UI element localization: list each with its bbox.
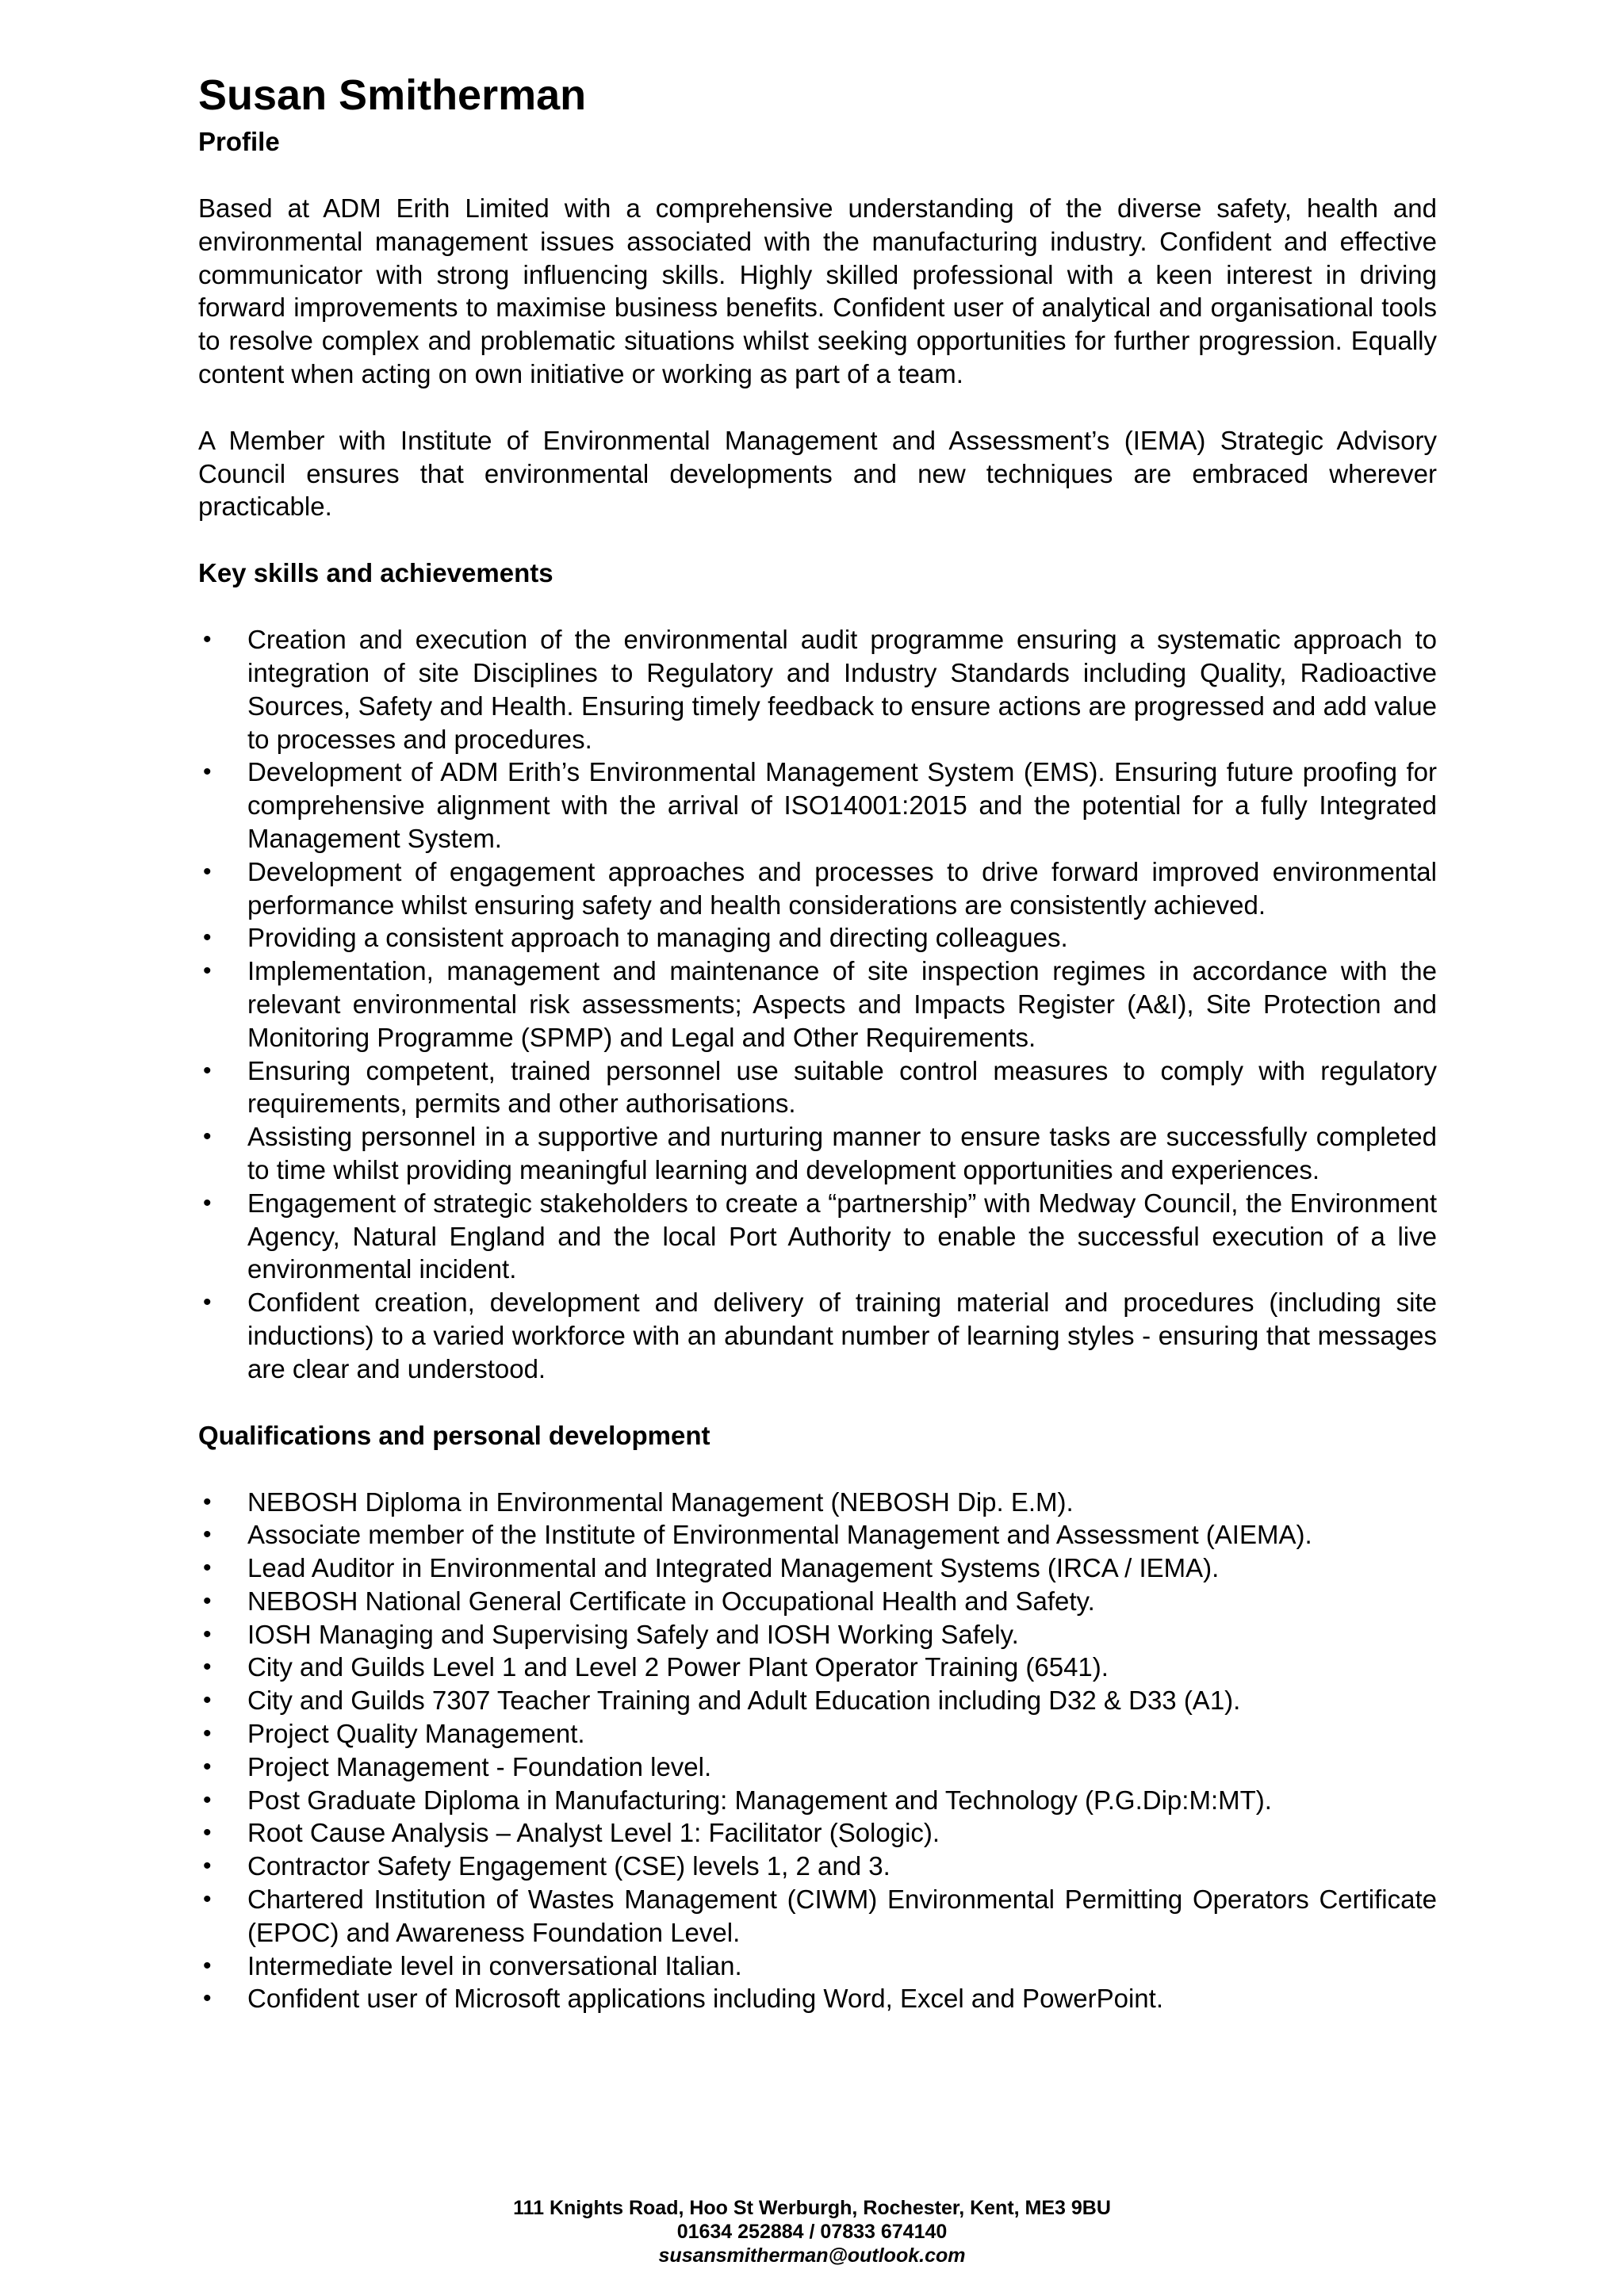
bullet-icon: •: [203, 1587, 212, 1614]
list-item-text: Lead Auditor in Environmental and Integrated Management Systems (IRCA / IEMA).: [247, 1553, 1220, 1583]
list-item-text: Intermediate level in conversational Italian.: [247, 1950, 742, 1980]
bullet-icon: •: [203, 759, 212, 786]
list-item: [198, 1816, 1437, 1850]
bullet-icon: •: [203, 1820, 212, 1846]
list-item-text: NEBOSH National General Certificate in Occupational Health and Safety.: [247, 1586, 1095, 1616]
list-item-text: Creation and execution of the environmental audit programme ensuring a systematic approach to integration of site Disciplines to Regulatory and Industry Standards including Quality, Radioactive Sources, Safety and Health. Ensuring timely feedback to ensure actions are progressed and add value to processes and procedures.: [247, 625, 1437, 754]
qualifications-list: [198, 1486, 1437, 2016]
cv-page: [198, 70, 1437, 2015]
list-item-text: Engagement of strategic stakeholders to create a “partnership” with Medway Council, the Environment Agency, Natural England and the local Port Authority to enable the successful execution of a live environmental incident.: [247, 1188, 1437, 1284]
list-item-text: NEBOSH Diploma in Environmental Management (NEBOSH Dip. E.M).: [247, 1487, 1074, 1517]
list-item-text: Post Graduate Diploma in Manufacturing: Management and Technology (P.G.Dip:M:MT).: [247, 1785, 1272, 1815]
skills-heading: Key skills and achievements: [198, 558, 553, 588]
bullet-icon: •: [203, 1555, 212, 1582]
list-item: [198, 1120, 1437, 1187]
list-item-text: City and Guilds Level 1 and Level 2 Power Plant Operator Training (6541).: [247, 1652, 1109, 1682]
list-item: [198, 1784, 1437, 1817]
list-item: [198, 1486, 1437, 1519]
list-item-text: Contractor Safety Engagement (CSE) levels 1, 2 and 3.: [247, 1851, 891, 1881]
skills-list: [198, 623, 1437, 1385]
list-item: [198, 1054, 1437, 1121]
list-item: [198, 955, 1437, 1054]
list-item-text: Confident creation, development and delivery of training material and procedures (including site inductions) to a varied workforce with an abundant number of learning styles - ensuring that messages are clear and understood.: [247, 1288, 1437, 1383]
list-item: [198, 1950, 1437, 1983]
bullet-icon: •: [203, 1488, 212, 1515]
bullet-icon: •: [203, 858, 212, 885]
bullet-icon: •: [203, 1952, 212, 1979]
footer-email: susansmitherman@outlook.com: [658, 2244, 966, 2267]
list-item: [198, 1286, 1437, 1385]
bullet-icon: •: [203, 1057, 212, 1084]
list-item: [198, 1618, 1437, 1651]
list-item: [198, 921, 1437, 955]
list-item-text: Associate member of the Institute of Environmental Management and Assessment (AIEMA).: [247, 1520, 1312, 1550]
list-item-text: Assisting personnel in a supportive and nurturing manner to ensure tasks are successfully completed to time whilst providing meaningful learning and development opportunities and experiences.: [247, 1122, 1437, 1184]
bullet-icon: •: [203, 1189, 212, 1216]
list-item: [198, 1684, 1437, 1717]
list-item-text: Chartered Institution of Wastes Management (CIWM) Environmental Permitting Operators Certificate (EPOC) and Awareness Foundation Level.: [247, 1885, 1437, 1947]
list-item: [198, 1751, 1437, 1784]
list-item-text: IOSH Managing and Supervising Safely and IOSH Working Safely.: [247, 1619, 1019, 1649]
profile-heading: Profile: [198, 127, 280, 156]
list-item: [198, 1518, 1437, 1552]
bullet-icon: •: [203, 1289, 212, 1316]
bullet-icon: •: [203, 1621, 212, 1647]
bullet-icon: •: [203, 626, 212, 653]
bullet-icon: •: [203, 1521, 212, 1548]
footer-phones: 01634 252884 / 07833 674140: [676, 2221, 948, 2243]
profile-paragraph-2: A Member with Institute of Environmental Management and Assessment’s (IEMA) Strategic Advisory Council ensures that environmental developments and new techniques are embraced wherever practicable.: [198, 425, 1437, 522]
list-item: [198, 1883, 1437, 1950]
list-item-text: Providing a consistent approach to managing and directing colleagues.: [247, 923, 1068, 953]
bullet-icon: •: [203, 924, 212, 951]
qualifications-heading: Qualifications and personal development: [198, 1420, 710, 1450]
list-item-text: Confident user of Microsoft applications including Word, Excel and PowerPoint.: [247, 1984, 1163, 2014]
list-item: [198, 1982, 1437, 2015]
bullet-icon: •: [203, 1985, 212, 2012]
bullet-icon: •: [203, 1123, 212, 1150]
bullet-icon: •: [203, 1654, 212, 1681]
list-item-text: Project Management - Foundation level.: [247, 1751, 712, 1781]
list-item: [198, 1651, 1437, 1684]
bullet-icon: •: [203, 1786, 212, 1813]
bullet-icon: •: [203, 1753, 212, 1780]
list-item-text: Root Cause Analysis – Analyst Level 1: Facilitator (Sologic).: [247, 1818, 940, 1848]
list-item-text: Project Quality Management.: [247, 1719, 585, 1749]
list-item: [198, 1552, 1437, 1585]
list-item-text: Ensuring competent, trained personnel use suitable control measures to comply with regulatory requirements, permits and other authorisations.: [247, 1055, 1437, 1119]
list-item: [198, 855, 1437, 922]
list-item: [198, 1850, 1437, 1883]
list-item: [198, 1585, 1437, 1618]
bullet-icon: •: [203, 1853, 212, 1880]
bullet-icon: •: [203, 958, 212, 985]
bullet-icon: •: [203, 1720, 212, 1747]
contact-footer: [0, 2196, 1624, 2267]
bullet-icon: •: [203, 1886, 212, 1913]
list-item: [198, 756, 1437, 855]
list-item-text: City and Guilds 7307 Teacher Training and Adult Education including D32 & D33 (A1).: [247, 1686, 1241, 1716]
list-item: [198, 1717, 1437, 1751]
footer-address: 111 Knights Road, Hoo St Werburgh, Rochester, Kent, ME3 9BU: [513, 2197, 1111, 2219]
candidate-name: Susan Smitherman: [198, 71, 587, 119]
list-item-text: Development of engagement approaches and processes to drive forward improved environmental performance whilst ensuring safety and health considerations are consistently achieved.: [247, 856, 1437, 920]
list-item: [198, 623, 1437, 756]
list-item-text: Development of ADM Erith’s Environmental Management System (EMS). Ensuring future proofing for comprehensive alignment with the arrival of ISO14001:2015 and the potential for a fully Integrated Management System.: [247, 757, 1437, 853]
bullet-icon: •: [203, 1687, 212, 1714]
list-item-text: Implementation, management and maintenance of site inspection regimes in accordance with the relevant environmental risk assessments; Aspects and Impacts Register (A&I), Site Protection and Monitoring Programme (SPMP) and Legal and Other Requirements.: [247, 956, 1437, 1052]
profile-paragraph-1: Based at ADM Erith Limited with a comprehensive understanding of the diverse safety, health and environmental management issues associated with the manufacturing industry. Confident and effective communicator with strong influencing skills. Highly skilled professional with a keen interest in driving forward improvements to maximise business benefits. Confident user of analytical and organisational tools to resolve complex and problematic situations whilst seeking opportunities for further progression. Equally content when acting on own initiative or working as part of a team.: [198, 193, 1437, 388]
list-item: [198, 1187, 1437, 1286]
